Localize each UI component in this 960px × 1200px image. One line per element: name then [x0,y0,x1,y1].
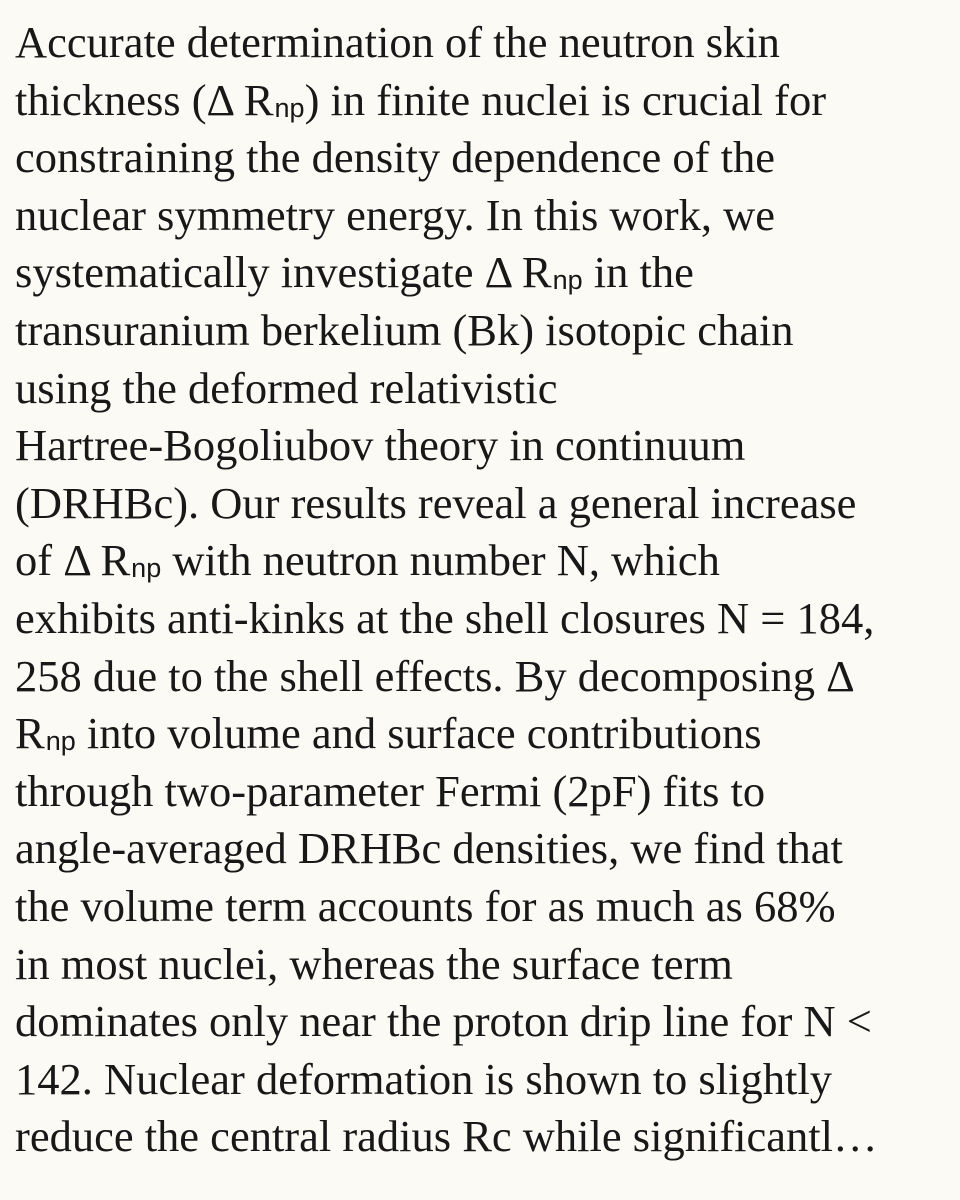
text-run: reduce the central radius Rc while significantl… [15,1111,878,1162]
text-run: (DRHBc). Our results reveal a general increase [15,477,857,528]
text-run: transuranium berkelium (Bk) isotopic chain [15,304,794,355]
text-run: exhibits anti-kinks at the shell closures N = 184, [15,592,875,643]
text-run: with neutron number N, which [161,535,720,586]
text-run: R [15,708,45,759]
abstract-line [15,532,946,590]
text-run: 142. Nuclear deformation is shown to slightly [15,1053,832,1104]
abstract-line [15,820,946,878]
abstract-line [15,936,946,994]
text-run: 258 due to the shell effects. By decomposing Δ [15,650,855,701]
text-run: thickness (Δ R [15,74,274,125]
abstract-line [15,705,946,763]
subscript: np [552,265,583,296]
abstract-line [15,1108,946,1166]
subscript: np [274,92,305,123]
text-run: into volume and surface contributions [75,708,762,759]
abstract-line [15,1051,946,1109]
text-run: ) in finite nuclei is crucial for [304,74,827,125]
abstract-line [15,648,946,706]
text-run: angle-averaged DRHBc densities, we find that [15,823,843,874]
text-run: in most nuclei, whereas the surface term [15,938,733,989]
abstract-line [15,244,946,302]
abstract-line [15,72,946,130]
abstract-line [15,417,946,475]
abstract-line [15,590,946,648]
text-run: using the deformed relativistic [15,362,558,413]
abstract-line [15,302,946,360]
text-run: Accurate determination of the neutron skin [15,17,780,67]
text-run: systematically investigate Δ R [15,247,552,298]
text-run: in the [582,247,694,298]
text-run: of Δ R [15,535,131,586]
subscript: np [131,553,162,584]
abstract-line [15,763,946,821]
subscript: np [45,726,76,757]
abstract-text [15,14,946,1166]
abstract-line [15,360,946,418]
abstract-line [15,993,946,1051]
text-run: the volume term accounts for as much as 68% [15,880,836,931]
text-run: nuclear symmetry energy. In this work, we [15,189,775,240]
text-run: through two-parameter Fermi (2pF) fits to [15,765,766,816]
text-run: dominates only near the proton drip line for N < [15,996,872,1047]
abstract-line [15,129,946,187]
abstract-line [15,14,946,72]
abstract-line [15,187,946,245]
abstract-line [15,475,946,533]
text-run: constraining the density dependence of the [15,132,775,183]
abstract-line [15,878,946,936]
text-run: Hartree-Bogoliubov theory in continuum [15,420,746,471]
